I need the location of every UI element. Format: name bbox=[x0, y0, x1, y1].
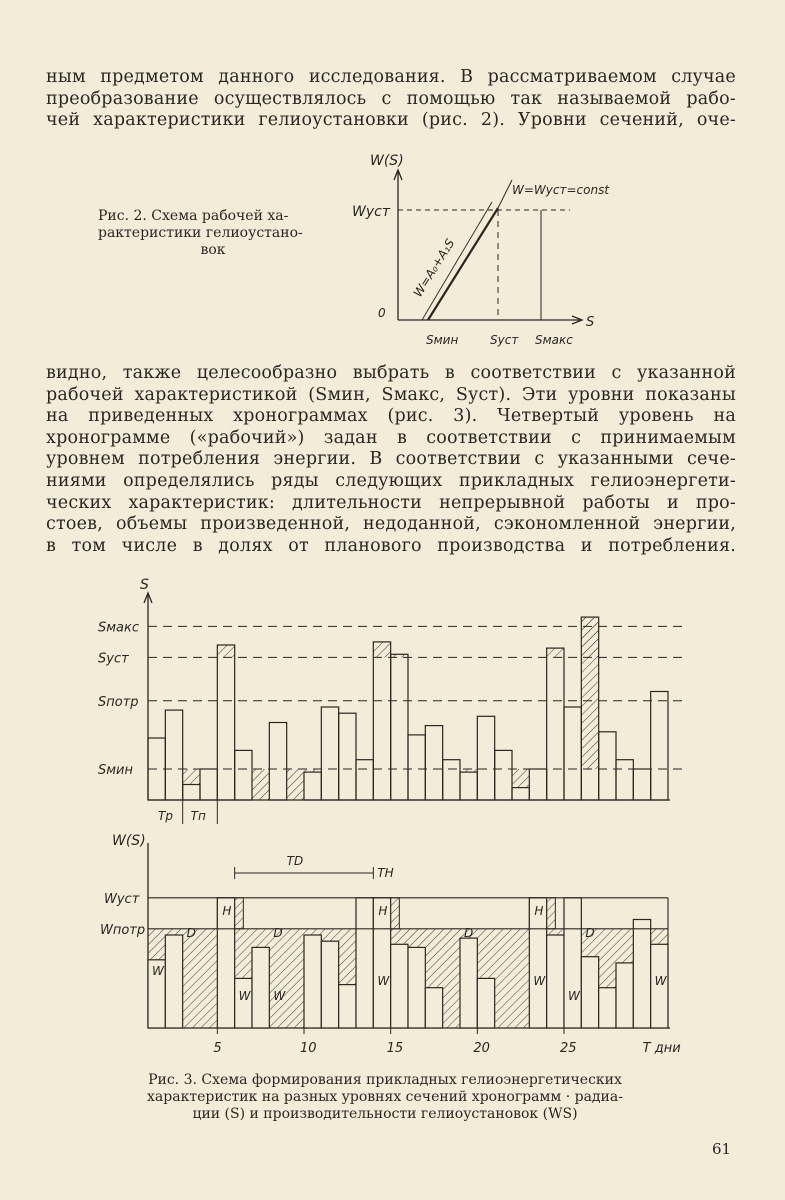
top-tr-label: Tр bbox=[158, 809, 173, 823]
bot-d-hatch bbox=[616, 929, 633, 963]
top-bar bbox=[495, 750, 512, 800]
fig2-tick-smin: Sмин bbox=[426, 333, 459, 347]
bot-w-label: W bbox=[533, 974, 546, 988]
chart-production bbox=[100, 833, 681, 1056]
bot-w-label: W bbox=[152, 964, 164, 978]
top-deficit-hatch bbox=[183, 769, 200, 785]
bot-d-hatch bbox=[339, 929, 356, 985]
bot-d-label: D bbox=[186, 926, 196, 940]
top-bar bbox=[425, 726, 442, 800]
bot-d-hatch bbox=[443, 929, 460, 1028]
fig2-line-label: W=A₀+A₁S bbox=[410, 236, 458, 300]
top-bar bbox=[183, 785, 200, 801]
text-line: на приведенных хронограммах (рис. 3). Четвертый уровень на bbox=[46, 406, 736, 427]
caption-line: Рис. 2. Схема рабочей ха- bbox=[98, 208, 289, 224]
top-bar bbox=[460, 772, 477, 800]
text-line: ческих характеристик: длительности непрерывной работы и про- bbox=[46, 492, 736, 513]
page-number: 61 bbox=[712, 1140, 732, 1158]
top-bar bbox=[200, 769, 217, 800]
bot-bar bbox=[356, 898, 373, 1028]
top-level-label: Sпотр bbox=[98, 694, 139, 710]
bot-w-label: W bbox=[238, 989, 251, 1003]
top-bar bbox=[599, 732, 616, 800]
bot-bar bbox=[547, 935, 564, 1028]
top-bar bbox=[651, 692, 668, 801]
bot-bar bbox=[616, 963, 633, 1028]
figure2-caption bbox=[98, 208, 328, 259]
bot-bar bbox=[252, 947, 269, 1028]
bot-x-tick-label: 5 bbox=[213, 1041, 222, 1056]
bot-d-hatch bbox=[321, 929, 338, 941]
bot-bar bbox=[477, 978, 494, 1028]
bot-d-hatch bbox=[200, 929, 217, 1028]
figure3-chart bbox=[0, 575, 785, 1070]
bot-d-hatch bbox=[235, 929, 252, 979]
bot-d-hatch bbox=[391, 929, 408, 945]
top-bar bbox=[165, 710, 182, 800]
bot-x-tick-label: 25 bbox=[560, 1041, 577, 1056]
bot-d-hatch bbox=[287, 929, 304, 1028]
top-bar bbox=[391, 654, 408, 800]
bot-d-hatch bbox=[183, 929, 200, 1028]
fig2-origin: 0 bbox=[378, 306, 386, 320]
text-line: хронограмме («рабочий») задан в соответствии с принимаемым bbox=[46, 427, 736, 448]
bot-bar bbox=[633, 920, 650, 1029]
top-bar bbox=[529, 769, 546, 800]
bot-bar bbox=[321, 941, 338, 1028]
caption-line: рактеристики гелиоустано- bbox=[98, 225, 303, 241]
bot-x-tick-label: 20 bbox=[473, 1041, 490, 1056]
text-line: ниями определялись ряды следующих прикладных гелиоэнергети- bbox=[46, 470, 736, 491]
bot-th-label: TН bbox=[377, 866, 394, 880]
top-bar bbox=[408, 735, 425, 800]
bot-bar bbox=[408, 947, 425, 1028]
figure2-diagram bbox=[340, 150, 640, 350]
top-bar bbox=[321, 707, 338, 800]
bot-bar bbox=[581, 957, 598, 1028]
bot-level-label: Wуст bbox=[104, 891, 140, 907]
top-level-label: Sуст bbox=[98, 651, 129, 667]
bot-d-hatch bbox=[304, 929, 321, 935]
bot-level-label: Wпотр bbox=[100, 922, 146, 938]
figure3-caption bbox=[100, 1072, 670, 1123]
bot-x-axis-label: T дни bbox=[642, 1041, 681, 1056]
top-hatched-bar bbox=[581, 617, 598, 769]
text-line: стоев, объемы произведенной, недоданной, сэкономленной энергии, bbox=[46, 514, 736, 535]
fig2-x-label: S bbox=[586, 315, 595, 330]
bot-d-hatch bbox=[408, 929, 425, 948]
top-bar bbox=[217, 645, 234, 800]
top-bar bbox=[616, 760, 633, 800]
bot-d-hatch bbox=[547, 929, 564, 935]
fig2-const-pointer bbox=[498, 180, 512, 208]
bot-d-hatch bbox=[651, 929, 668, 945]
top-bar bbox=[235, 750, 252, 800]
bot-bar bbox=[460, 938, 477, 1028]
text-line: в том числе в долях от планового производства и потребления. bbox=[46, 535, 736, 556]
top-excess-hatch bbox=[217, 645, 234, 657]
top-bar bbox=[512, 788, 529, 800]
bot-y-label: W(S) bbox=[112, 833, 146, 849]
bot-d-hatch bbox=[425, 929, 442, 988]
bot-w-label: W bbox=[377, 974, 390, 988]
bot-bar bbox=[425, 988, 442, 1028]
fig2-y-label: W(S) bbox=[370, 153, 404, 169]
bot-d-hatch bbox=[599, 929, 616, 988]
top-bar bbox=[339, 713, 356, 800]
bot-bar bbox=[564, 898, 581, 1028]
fig2-tick-sust: Sуст bbox=[490, 333, 519, 347]
bot-td-label: TD bbox=[286, 854, 304, 868]
bot-d-hatch bbox=[512, 929, 529, 1028]
caption-line: Рис. 3. Схема формирования прикладных гелиоэнергетических bbox=[148, 1072, 622, 1088]
top-deficit-hatch bbox=[252, 769, 269, 800]
bot-d-hatch bbox=[165, 929, 182, 935]
bot-d-hatch bbox=[477, 929, 494, 979]
bot-d-hatch bbox=[269, 929, 286, 1028]
text-line: чей характеристики гелиоустановки (рис. 2). Уровни сечений, оче- bbox=[46, 110, 736, 131]
bot-bar bbox=[391, 944, 408, 1028]
bot-bar bbox=[339, 985, 356, 1028]
text-line: уровнем потребления энергии. В соответствии с указанными сече- bbox=[46, 449, 736, 470]
bot-w-label: W bbox=[273, 989, 286, 1003]
bot-x-tick-label: 15 bbox=[386, 1041, 404, 1056]
text-line: ным предметом данного исследования. В рассматриваемом случае bbox=[46, 67, 736, 87]
bot-h-label: H bbox=[534, 904, 544, 918]
text-line: преобразование осуществлялось с помощью так называемой рабо- bbox=[46, 88, 736, 109]
bot-bar bbox=[165, 935, 182, 1028]
bot-d-label: D bbox=[585, 926, 595, 940]
top-bar bbox=[547, 648, 564, 800]
top-y-label: S bbox=[140, 577, 149, 593]
bot-d-hatch bbox=[148, 929, 165, 960]
top-bar bbox=[443, 760, 460, 800]
bot-h-label: H bbox=[222, 904, 232, 918]
bot-d-hatch bbox=[495, 929, 512, 1028]
top-bar bbox=[269, 723, 286, 801]
top-bar bbox=[304, 772, 321, 800]
top-excess-hatch bbox=[373, 642, 390, 658]
paragraph-top bbox=[46, 67, 736, 132]
bot-bar bbox=[599, 988, 616, 1028]
bot-x-tick-label: 10 bbox=[300, 1041, 317, 1056]
chart-radiation bbox=[98, 577, 686, 824]
top-tp-label: Tп bbox=[190, 809, 206, 823]
text-line: видно, также целесообразно выбрать в соответствии с указанной bbox=[46, 363, 736, 383]
top-bar bbox=[633, 769, 650, 800]
bot-w-label: W bbox=[654, 974, 667, 988]
top-excess-hatch bbox=[547, 648, 564, 657]
paragraph-main bbox=[46, 363, 736, 557]
bot-d-hatch bbox=[252, 929, 269, 948]
top-bar bbox=[373, 642, 390, 800]
top-bar bbox=[477, 716, 494, 800]
bot-w-label: W bbox=[568, 989, 580, 1003]
text-line: рабочей характеристикой (Sмин, Sмакс, Sуст). Эти уровни показаны bbox=[46, 384, 736, 405]
top-level-label: Sмин bbox=[98, 763, 134, 778]
bot-h-label: H bbox=[378, 904, 388, 918]
top-level-label: Sмакс bbox=[98, 620, 140, 636]
top-bar bbox=[564, 707, 581, 800]
top-deficit-hatch bbox=[287, 769, 304, 800]
fig2-const-label: W=Wуст=const bbox=[512, 183, 610, 197]
bot-d-label: D bbox=[464, 926, 474, 940]
bot-bar bbox=[235, 978, 252, 1028]
top-bar bbox=[356, 760, 373, 800]
caption-line: вок bbox=[200, 242, 226, 258]
caption-line: характеристик на разных уровнях сечений хронограмм · радиа- bbox=[147, 1089, 623, 1105]
bot-bar bbox=[304, 935, 321, 1028]
fig2-level-label: Wуст bbox=[352, 204, 390, 220]
caption-line: ции (S) и производительности гелиоустановок (WS) bbox=[192, 1106, 578, 1122]
top-deficit-hatch bbox=[512, 769, 529, 788]
fig2-tick-smaks: Sмакс bbox=[535, 333, 573, 347]
bot-d-label: D bbox=[273, 926, 283, 940]
